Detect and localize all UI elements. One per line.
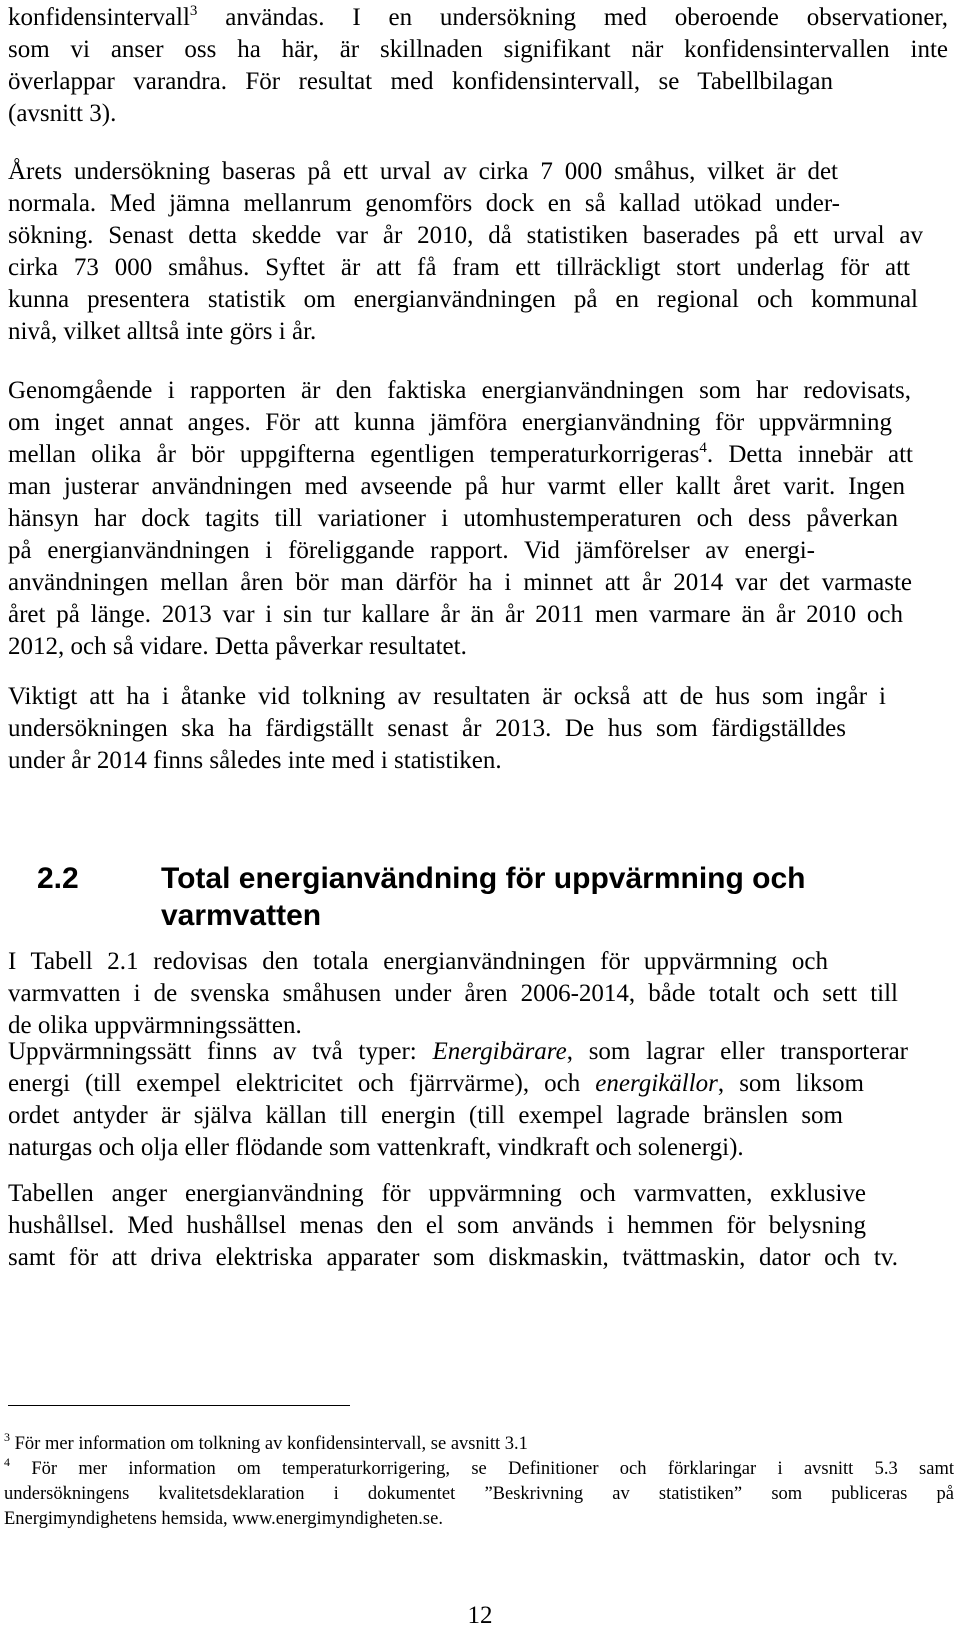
- footnote-line: Energimyndighetens hemsida, www.energimyndigheten.se.: [4, 1509, 443, 1529]
- footnote-line: undersökningens kvalitetsdeklaration i dokumentet ”Beskrivning av statistiken” som publiceras på: [4, 1484, 954, 1504]
- text-line: [8, 1068, 864, 1100]
- paragraph-temperature-correction: [8, 375, 948, 663]
- term-energibarare: Energibärare: [432, 1038, 567, 1065]
- text-line: I Tabell 2.1 redovisas den totala energianvändningen för uppvärmning och: [8, 948, 828, 975]
- text-line: nivå, vilket alltså inte görs i år.: [8, 318, 317, 345]
- text-line: undersökningen ska ha färdigställt senast år 2013. De hus som färdigställdes: [8, 715, 846, 742]
- text-line: [8, 2, 948, 34]
- section-title-line: varmvatten: [161, 899, 322, 932]
- text-line: kunna presentera statistik om energianvändningen på en regional och kommunal: [8, 286, 918, 313]
- text-run: , som liksom: [717, 1070, 864, 1097]
- text-line: man justerar användningen med avseende på hur varmt eller kallt året varit. Ingen: [8, 473, 905, 500]
- paragraph-completion-year: [8, 681, 948, 777]
- text-line: överlappar varandra. För resultat med konfidensintervall, se Tabellbilagan: [8, 68, 833, 95]
- text-line: Viktigt att ha i åtanke vid tolkning av resultaten är också att de hus som ingår i: [8, 683, 886, 710]
- page-number: 12: [467, 1602, 493, 1629]
- text-line: Tabellen anger energianvändning för uppvärmning och varmvatten, exklusive: [8, 1180, 866, 1207]
- text-line: som vi anser oss ha här, är skillnaden signifikant när konfidensintervallen inte: [8, 36, 948, 63]
- text-line: under år 2014 finns således inte med i statistiken.: [8, 747, 502, 774]
- term-energikallor: energikällor: [595, 1070, 718, 1097]
- text-line: året på länge. 2013 var i sin tur kallare år än år 2011 men varmare än år 2010 och: [8, 601, 903, 628]
- text-line: 2012, och så vidare. Detta påverkar resultatet.: [8, 633, 467, 660]
- text-run: mellan olika år bör uppgifterna egentligen temperaturkorrigeras: [8, 441, 700, 468]
- text-line: på energianvändningen i föreliggande rapport. Vid jämförelser av energi-: [8, 537, 815, 564]
- text-run: Uppvärmningssätt finns av två typer:: [8, 1038, 433, 1065]
- section-heading: [37, 860, 805, 934]
- text-line: sökning. Senast detta skedde var år 2010, då statistiken baserades på ett urval av: [8, 222, 923, 249]
- text-run: användas. I en undersökning med oberoende observationer,: [197, 4, 948, 31]
- footnote-mark: 3: [4, 1430, 10, 1444]
- text-line: om inget annat anges. För att kunna jämföra energianvändning för uppvärmning: [8, 409, 892, 436]
- text-line: varmvatten i de svenska småhusen under åren 2006-2014, både totalt och sett till: [8, 980, 898, 1007]
- section-title-line: Total energianvändning för uppvärmning och: [161, 862, 806, 895]
- paragraph-heating-types: [8, 1036, 948, 1164]
- footnote-4: [4, 1457, 954, 1532]
- paragraph-sample-size: [8, 156, 948, 348]
- section-number: 2.2: [37, 862, 79, 895]
- paragraph-confidence-intervals: [8, 2, 948, 130]
- text-run: energi (till exempel elektricitet och fjärrvärme), och: [8, 1070, 596, 1097]
- footnote-line: [4, 1457, 954, 1482]
- footnote-text: För mer information om temperaturkorrigering, se Definitioner och förklaringar i avsnitt 5.3 samt: [10, 1459, 954, 1479]
- paragraph-table-intro: [8, 946, 948, 1042]
- footnote-3: [4, 1432, 954, 1457]
- footnote-ref-4: 4: [699, 440, 707, 456]
- text-line: användningen mellan åren bör man därför ha i minnet att år 2014 var det varmaste: [8, 569, 912, 596]
- text-line: cirka 73 000 småhus. Syftet är att få fram ett tillräckligt stort underlag för att: [8, 254, 910, 281]
- footnote-mark: 4: [4, 1455, 10, 1469]
- footnote-ref-3: 3: [189, 3, 198, 19]
- text-line: hänsyn har dock tagits till variationer i utomhustemperaturen och dess påverkan: [8, 505, 898, 532]
- text-run: konfidensintervall: [8, 4, 190, 31]
- text-line: [8, 1036, 908, 1068]
- text-line: Årets undersökning baseras på ett urval av cirka 7 000 småhus, vilket är det: [8, 158, 838, 185]
- text-line: [8, 439, 913, 471]
- footnote-separator: [8, 1405, 350, 1406]
- text-run: . Detta innebär att: [706, 441, 914, 468]
- text-line: naturgas och olja eller flödande som vattenkraft, vindkraft och solenergi).: [8, 1134, 744, 1161]
- text-run: , som lagrar eller transporterar: [566, 1038, 909, 1065]
- footnote-text: För mer information om tolkning av konfidensintervall, se avsnitt 3.1: [10, 1434, 528, 1454]
- paragraph-household-electricity: [8, 1178, 948, 1274]
- text-line: normala. Med jämna mellanrum genomförs dock en så kallad utökad under-: [8, 190, 840, 217]
- text-line: samt för att driva elektriska apparater som diskmaskin, tvättmaskin, dator och tv.: [8, 1244, 898, 1271]
- text-line: (avsnitt 3).: [8, 100, 117, 127]
- text-line: hushållsel. Med hushållsel menas den el som används i hemmen för belysning: [8, 1212, 866, 1239]
- text-line: ordet antyder är själva källan till energin (till exempel lagrade bränslen som: [8, 1102, 843, 1129]
- text-line: Genomgående i rapporten är den faktiska energianvändningen som har redovisats,: [8, 377, 911, 404]
- text-line: de olika uppvärmningssätten.: [8, 1012, 302, 1039]
